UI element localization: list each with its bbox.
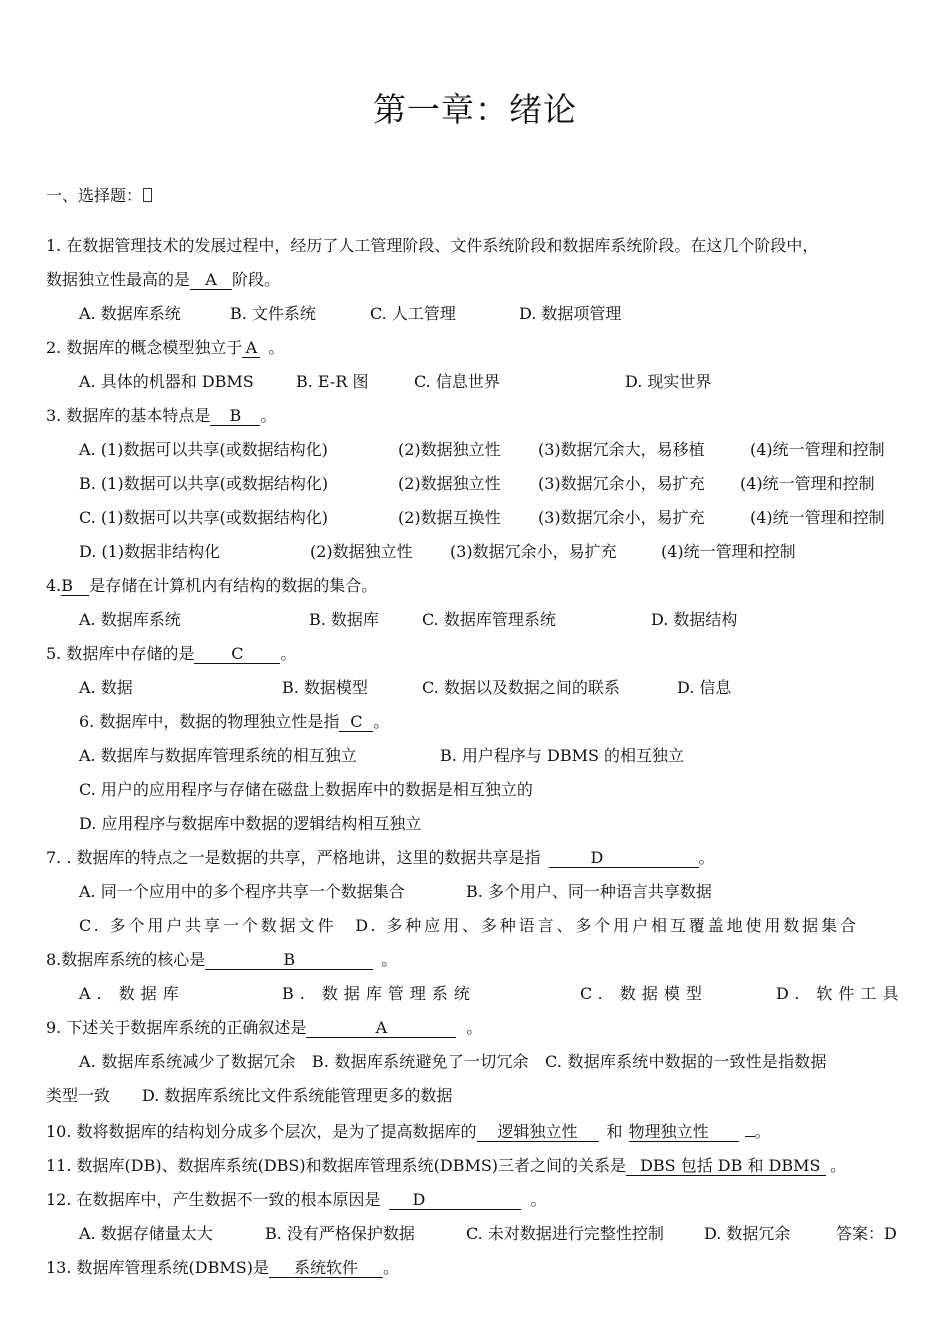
- q3-option-row: (2)数据互换性: [398, 508, 501, 527]
- q1-option: D. 数据项管理: [519, 304, 622, 323]
- q7-option: C. 多个用户共享一个数据文件 D. 多种应用、多种语言、多个用户相互覆盖地使用数据集合: [79, 916, 859, 935]
- q6-option: A. 数据库与数据库管理系统的相互独立: [79, 746, 357, 765]
- q5-option: C. 数据以及数据之间的联系: [422, 678, 620, 697]
- q5-option: D. 信息: [677, 678, 732, 697]
- q8-option: C. 数据模型: [580, 984, 708, 1003]
- q12-answer-note: 答案：D: [836, 1224, 897, 1243]
- q1-answer: A: [190, 271, 232, 290]
- q4-option: B. 数据库: [309, 610, 379, 629]
- q3-option-row: (2)数据独立性: [398, 474, 501, 493]
- q2-option: C. 信息世界: [414, 372, 500, 391]
- q3-option-row: (3)数据冗余小，易扩充: [450, 542, 617, 561]
- q1-option: A. 数据库系统: [79, 304, 181, 323]
- q7-option: B. 多个用户、同一种语言共享数据: [466, 882, 712, 901]
- q12-option: A. 数据存储量太大: [79, 1224, 213, 1243]
- q10-text: 10. 数将数据库的结构划分成多个层次，是为了提高数据库的 逻辑独立性 和 物理独立性 。: [46, 1122, 771, 1141]
- q11-answer: DBS 包括 DB 和 DBMS: [626, 1157, 826, 1176]
- q1-text-2: 数据独立性最高的是 A 阶段。: [46, 270, 281, 289]
- q7-option: A. 同一个应用中的多个程序共享一个数据集合: [79, 882, 405, 901]
- q4-option: C. 数据库管理系统: [422, 610, 556, 629]
- q3-option-row: (2)数据独立性: [398, 440, 501, 459]
- q6-option: B. 用户程序与 DBMS 的相互独立: [440, 746, 685, 765]
- q9-option: 类型一致 D. 数据库系统比文件系统能管理更多的数据: [46, 1086, 453, 1105]
- q6-option: C. 用户的应用程序与存储在磁盘上数据库中的数据是相互独立的: [79, 780, 533, 799]
- q3-option-row: (4)统一管理和控制: [750, 508, 885, 527]
- q3-option-row: (4)统一管理和控制: [661, 542, 796, 561]
- q13-text: 13. 数据库管理系统(DBMS)是 系统软件 。: [46, 1258, 399, 1277]
- q3-option-row: (3)数据冗余小，易扩充: [538, 474, 705, 493]
- q8-option: D. 软件工具: [776, 984, 905, 1003]
- q3-option-row: (3)数据冗余大，易移植: [538, 440, 705, 459]
- q12-text: 12. 在数据库中，产生数据不一致的根本原因是 D 。: [46, 1190, 547, 1209]
- q5-option: B. 数据模型: [282, 678, 368, 697]
- q11-text: 11. 数据库(DB)、数据库系统(DBS)和数据库管理系统(DBMS)三者之间的关系是 DBS 包括 DB 和 DBMS 。: [46, 1156, 847, 1175]
- q3-option-row: B. (1)数据可以共享(或数据结构化): [79, 474, 329, 493]
- q1-option: C. 人工管理: [370, 304, 456, 323]
- q9-option: A. 数据库系统减少了数据冗余 B. 数据库系统避免了一切冗余 C. 数据库系统中数据的一致性是指数据: [79, 1052, 827, 1071]
- q4-option: A. 数据库系统: [79, 610, 181, 629]
- q3-option-row: A. (1)数据可以共享(或数据结构化): [79, 440, 328, 459]
- q5-text: 5. 数据库中存储的是 C 。: [46, 644, 297, 663]
- q6-answer: C: [339, 713, 373, 732]
- q2-text: 2. 数据库的概念模型独立于 A 。: [46, 338, 285, 357]
- q6-option: D. 应用程序与数据库中数据的逻辑结构相互独立: [79, 814, 422, 833]
- q3-option-row: (2)数据独立性: [310, 542, 413, 561]
- page-title: 第一章：绪论: [373, 90, 577, 129]
- q5-answer: C: [194, 645, 280, 664]
- q8-option: A. 数据库: [79, 984, 185, 1003]
- q2-option: A. 具体的机器和 DBMS: [79, 372, 254, 391]
- q4-option: D. 数据结构: [651, 610, 738, 629]
- q5-option: A. 数据: [79, 678, 133, 697]
- q3-option-row: C. (1)数据可以共享(或数据结构化): [79, 508, 328, 527]
- q1-option: B. 文件系统: [230, 304, 316, 323]
- q12-option: D. 数据冗余: [704, 1224, 791, 1243]
- q3-option-row: (4)统一管理和控制: [750, 440, 885, 459]
- missing-glyph-box: [143, 188, 152, 202]
- q12-answer: D: [389, 1191, 521, 1210]
- q12-option: C. 未对数据进行完整性控制: [466, 1224, 664, 1243]
- q3-answer: B: [210, 407, 260, 426]
- q3-option-row: (4)统一管理和控制: [740, 474, 875, 493]
- section-heading: 一、选择题：: [46, 186, 152, 206]
- q2-answer: A: [242, 339, 260, 358]
- q3-text: 3. 数据库的基本特点是 B 。: [46, 406, 277, 425]
- q13-answer: 系统软件: [269, 1259, 383, 1278]
- q9-answer: A: [306, 1019, 456, 1038]
- q3-option-row: D. (1)数据非结构化: [79, 542, 221, 561]
- q7-answer: D: [549, 849, 699, 868]
- q7-text: 7. . 数据库的特点之一是数据的共享，严格地讲，这里的数据共享是指 D 。: [46, 848, 715, 867]
- q9-text: 9. 下述关于数据库系统的正确叙述是 A 。: [46, 1018, 483, 1037]
- q2-option: D. 现实世界: [625, 372, 712, 391]
- q10-blank: [745, 1136, 755, 1137]
- q4-answer: B: [61, 577, 89, 596]
- q10-answer-b: 物理独立性: [629, 1123, 739, 1142]
- q3-option-row: (3)数据冗余小，易扩充: [538, 508, 705, 527]
- q1-text: 1. 在数据管理技术的发展过程中，经历了人工管理阶段、文件系统阶段和数据库系统阶段。在这几个阶段中，: [46, 236, 819, 255]
- q10-answer-a: 逻辑独立性: [477, 1123, 599, 1142]
- q8-answer: B: [205, 951, 373, 970]
- q4-text: 4.B 是存储在计算机内有结构的数据的集合。: [46, 576, 378, 595]
- q12-option: B. 没有严格保护数据: [265, 1224, 415, 1243]
- q8-text: 8.数据库系统的核心是 B 。: [46, 950, 398, 969]
- q2-option: B. E-R 图: [296, 372, 369, 391]
- q6-text: 6. 数据库中，数据的物理独立性是指 C 。: [79, 712, 390, 731]
- q8-option: B. 数据库管理系统: [282, 984, 476, 1003]
